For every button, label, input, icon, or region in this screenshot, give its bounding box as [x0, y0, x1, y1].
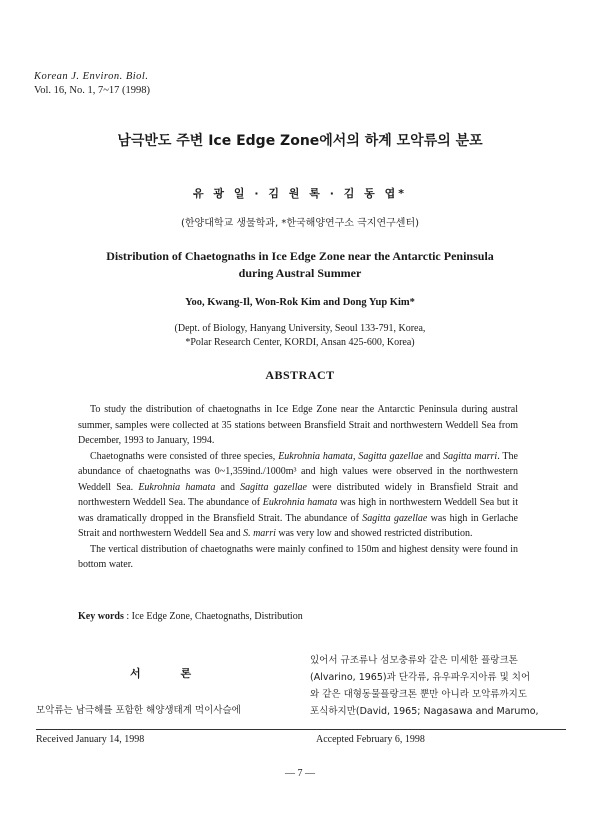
keywords [78, 611, 303, 622]
species-name: Sagitta gazellae [240, 481, 307, 493]
journal-name: Korean J. Environ. Biol. [34, 71, 149, 82]
accepted-date: Accepted February 6, 1998 [316, 734, 425, 745]
intro-right-column [310, 652, 560, 720]
species-name: Eukrohnia hamata [262, 497, 338, 508]
intro-line: 와 같은 대형동물플랑크톤 뿐만 아니라 모악류까지도 [310, 689, 527, 700]
english-authors: Yoo, Kwang-Il, Won-Rok Kim and Dong Yup Kim* [185, 297, 415, 308]
footnote-divider [36, 729, 566, 730]
korean-title: 남극반도 주변 Ice Edge Zone에서의 하계 모악류의 분포 [117, 133, 483, 149]
journal-citation [34, 70, 150, 98]
keywords-label: Key words [78, 611, 124, 622]
species-name: Eukrohnia hamata [278, 450, 353, 462]
species-name: Sagitta marri [443, 450, 498, 462]
intro-line: 있어서 규조류나 섬모충류와 같은 미세한 플랑크톤 [310, 655, 518, 666]
korean-authors: 유 광 일 · 김 원 록 · 김 동 엽* [192, 187, 408, 200]
journal-volume: Vol. 16, No. 1, 7~17 (1998) [34, 85, 151, 96]
abstract-paragraph-2: Chaetognaths were consisted of three species, Eukrohnia hamata, Sagitta gazellae and Sagitta marri. The abundance of chaetognaths was 0~1,359ind./1000m³ and high values were observed in the northwestern Weddell Sea. Eukrohnia hamata and Sagitta gazellae were distributed widely in Bransfield Strait and northwestern Weddell Sea. The abundance of Eukrohnia hamata was high in northwestern Weddell Sea but it was dramatically dropped in the Bransfield Strait. The abundance of Sagitta gazellae was high in Gerlache Strait and northwestern Weddell Sea and S. marri was very low and showed restricted distribution. [78, 450, 518, 539]
received-date: Received January 14, 1998 [36, 734, 145, 745]
species-name: Sagitta gazellae [358, 450, 423, 462]
affiliation-line-2: *Polar Research Center, KORDI, Ansan 425-600, Korea) [185, 337, 415, 348]
species-name: Sagitta gazellae [362, 512, 428, 524]
abstract-paragraph-3: The vertical distribution of chaetognaths were mainly confined to 150m and highest density were found in bottom water. [78, 543, 518, 570]
korean-affiliation: (한양대학교 생물학과, *한국해양연구소 극지연구센터) [180, 218, 420, 229]
abstract-body [78, 402, 518, 573]
species-name: Eukrohnia hamata [138, 481, 216, 493]
intro-line: 포식하지만(David, 1965; Nagasawa and Marumo, [310, 706, 539, 717]
english-affiliation [0, 322, 600, 350]
species-name: S. marri [243, 528, 276, 539]
english-title: Distribution of Chaetognaths in Ice Edge Zone near the Antarctic Peninsula during Austral Summer [106, 249, 494, 280]
abstract-paragraph-1: To study the distribution of chaetognaths in Ice Edge Zone near the Antarctic Peninsula during austral summer, samples were collected at 35 stations between Bransfield Strait and northwestern Weddell Sea from December, 1993 to January, 1994. [78, 404, 518, 446]
abstract-heading: ABSTRACT [265, 368, 335, 382]
page-number: — 7 — [285, 768, 315, 779]
introduction-heading: 서 론 [130, 667, 210, 680]
intro-line: (Alvarino, 1965)과 단각류, 유우파우지아류 및 치어 [310, 672, 531, 683]
affiliation-line-1: (Dept. of Biology, Hanyang University, Seoul 133-791, Korea, [174, 323, 426, 334]
keywords-text: : Ice Edge Zone, Chaetognaths, Distribution [126, 611, 303, 622]
intro-left-column: 모악류는 남극해를 포함한 해양생태계 먹이사슬에 [36, 705, 241, 716]
